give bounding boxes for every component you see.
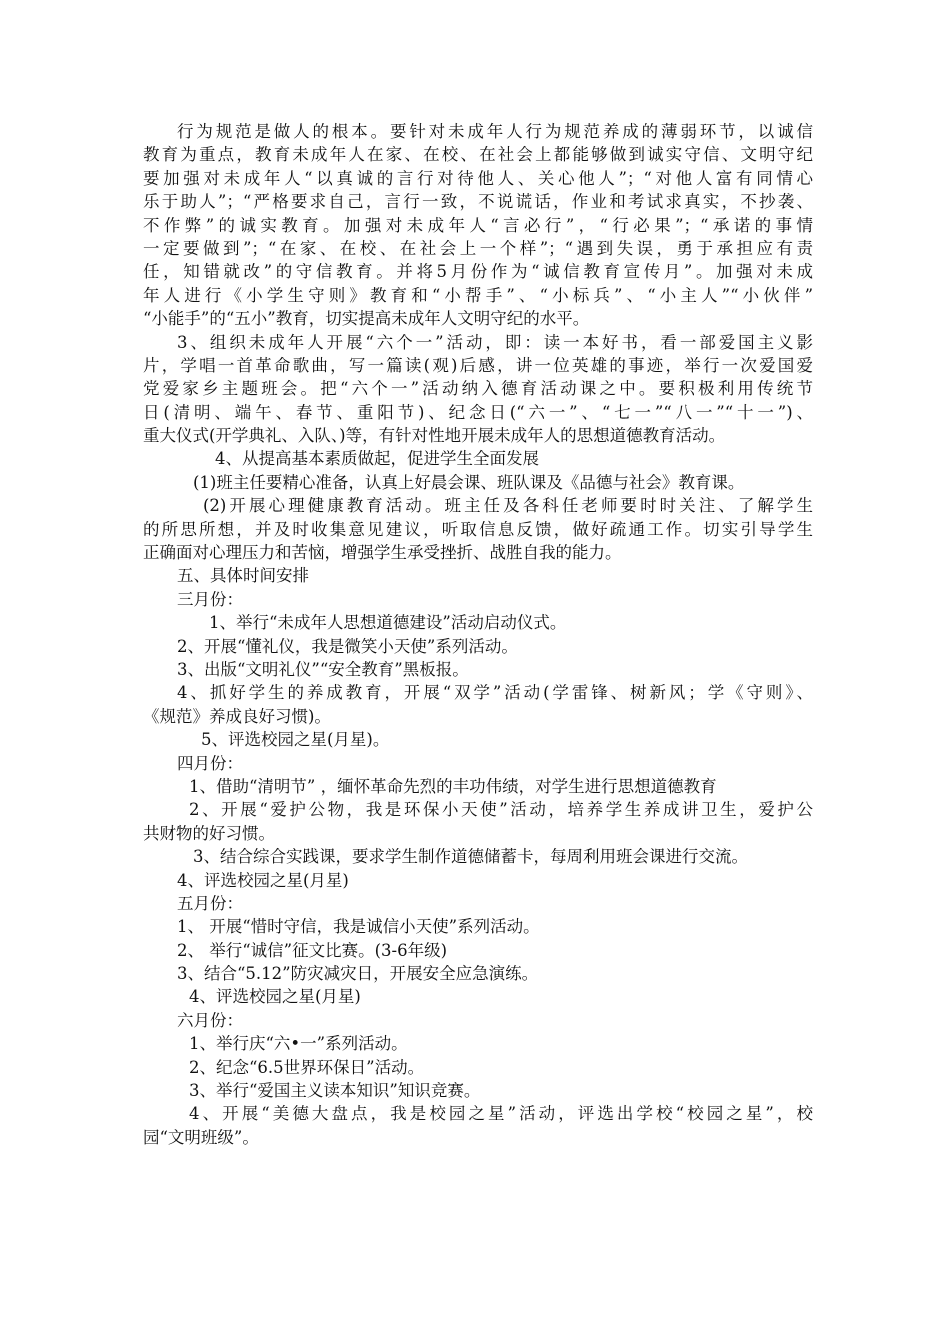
- text-line: 六月份：: [177, 1010, 243, 1030]
- text-line: 三月份：: [177, 589, 243, 609]
- text-line: (2)开展心理健康教育活动。班主任及各科任老师要时时关注、了解学生: [203, 496, 813, 516]
- text-line: 5、评选校园之星(月星)。: [201, 730, 390, 750]
- text-line: 重大仪式(开学典礼、入队、)等，有针对性地开展未成年人的思想道德教育活动。: [143, 426, 726, 446]
- text-line: 任，知错就改”的守信教育。并将5月份作为“诚信教育宣传月”。加强对未成: [143, 262, 813, 282]
- text-line: 2、开展“爱护公物，我是环保小天使”活动，培养学生养成讲卫生，爱护公: [189, 800, 813, 820]
- text-line: (1)班主任要精心准备，认真上好晨会课、班队课及《品德与社会》教育课。: [193, 472, 745, 492]
- text-line: 1、举行庆“六•一”系列活动。: [189, 1034, 408, 1054]
- text-line: 四月份：: [177, 753, 243, 773]
- text-line: 1、 开展“惜时守信，我是诚信小天使”系列活动。: [177, 917, 540, 937]
- text-line: 1、举行“未成年人思想道德建设”活动启动仪式。: [209, 613, 567, 633]
- text-line: 一定要做到”；“在家、在校、在社会上一个样”；“遇到失误，勇于承担应有责: [143, 238, 813, 258]
- text-line: 片，学唱一首革命歌曲，写一篇读(观)后感，讲一位英雄的事迹，举行一次爱国爱: [143, 355, 813, 375]
- text-line: 不作弊”的诚实教育。加强对未成年人“言必行”，“行必果”；“承诺的事情: [143, 215, 813, 235]
- text-line: 《规范》养成良好习惯)。: [143, 706, 331, 726]
- text-line: “小能手”的“五小”教育，切实提高未成年人文明守纪的水平。: [143, 309, 590, 329]
- text-line: 4、从提高基本素质做起，促进学生全面发展: [215, 449, 539, 469]
- text-line: 教育为重点，教育未成年人在家、在校、在社会上都能够做到诚实守信、文明守纪: [143, 145, 813, 165]
- text-line: 2、开展“懂礼仪，我是微笑小天使”系列活动。: [177, 636, 518, 656]
- text-line: 3、举行“爱国主义读本知识”知识竞赛。: [189, 1081, 481, 1101]
- text-line: 日(清明、端午、春节、重阳节)、纪念日(“六一”、“七一”“八一”“十一”)、: [143, 402, 813, 422]
- text-line: 要加强对未成年人“以真诚的言行对待他人、关心他人”；“对他人富有同情心: [143, 168, 813, 188]
- text-line: 2、纪念“6.5世界环保日”活动。: [189, 1057, 425, 1077]
- text-line: 正确面对心理压力和苦恼，增强学生承受挫折、战胜自我的能力。: [143, 543, 622, 563]
- text-line: 3、结合综合实践课，要求学生制作道德储蓄卡，每周利用班会课进行交流。: [193, 847, 748, 867]
- text-line: 3、组织未成年人开展“六个一”活动，即：读一本好书，看一部爱国主义影: [177, 332, 813, 352]
- document-body: [143, 120, 813, 1149]
- text-line: 行为规范是做人的根本。要针对未成年人行为规范养成的薄弱环节，以诚信: [177, 122, 813, 141]
- text-line: 1、借助“清明节” ，缅怀革命先烈的丰功伟绩，对学生进行思想道德教育: [189, 776, 717, 796]
- text-line: 乐于助人”；“严格要求自己，言行一致，不说谎话，作业和考试求真实，不抄袭、: [143, 192, 813, 212]
- text-line: 共财物的好习惯。: [143, 823, 275, 843]
- text-line: 年人进行《小学生守则》教育和“小帮手”、“小标兵”、“小主人”“小伙伴”: [143, 285, 813, 305]
- text-line: 4、评选校园之星(月星): [189, 987, 361, 1007]
- text-line: 五、具体时间安排: [177, 566, 309, 586]
- text-line: 园“文明班级”。: [143, 1127, 259, 1147]
- text-line: 4、抓好学生的养成教育，开展“双学”活动(学雷锋、树新风；学《守则》、: [177, 683, 813, 703]
- text-line: 3、出版“文明礼仪”“安全教育”黑板报。: [177, 659, 469, 679]
- text-line: 五月份：: [177, 893, 243, 913]
- text-line: 4、开展“美德大盘点，我是校园之星”活动，评选出学校“校园之星”，校: [189, 1104, 813, 1124]
- text-line: 2、 举行“诚信”征文比赛。(3-6年级): [177, 940, 448, 960]
- text-line: 的所思所想，并及时收集意见建议，听取信息反馈，做好疏通工作。切实引导学生: [143, 519, 813, 539]
- text-line: 党爱家乡主题班会。把“六个一”活动纳入德育活动课之中。要积极利用传统节: [143, 379, 813, 399]
- text-line: 3、结合“5.12”防灾减灾日，开展安全应急演练。: [177, 964, 539, 984]
- text-line: 4、评选校园之星(月星): [177, 870, 349, 890]
